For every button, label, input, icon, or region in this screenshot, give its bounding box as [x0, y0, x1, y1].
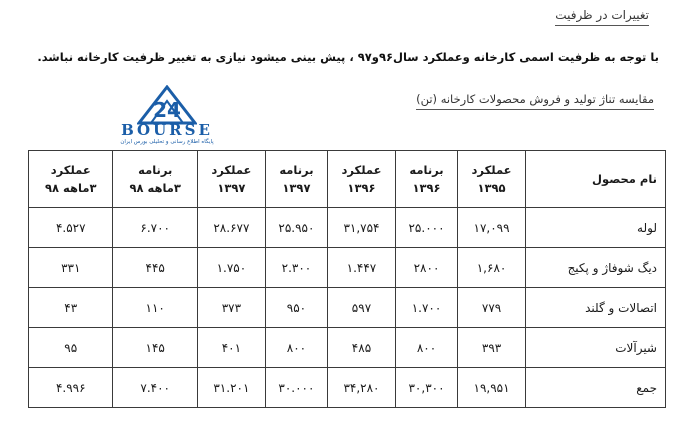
table-cell: ۶.۷۰۰ — [113, 208, 197, 248]
cell-product-name: دیگ شوفاژ و پکیج — [526, 248, 666, 288]
table-cell: ۳۷۳ — [197, 288, 265, 328]
bourse24-logo — [92, 85, 242, 147]
cell-product-name: شیرآلات — [526, 328, 666, 368]
table-cell: ۲۵.۰۰۰ — [395, 208, 457, 248]
table-row-valves — [29, 328, 666, 368]
table-cell: ۲.۳۰۰ — [265, 248, 327, 288]
logo-number: 24 — [153, 98, 181, 122]
table-cell: ۸۰۰ — [395, 328, 457, 368]
table-row-fittings — [29, 288, 666, 328]
table-header-row — [29, 151, 666, 208]
table-row-pipe — [29, 208, 666, 248]
table-cell: ۳۱,۷۵۴ — [328, 208, 396, 248]
table-cell: ۷۷۹ — [458, 288, 526, 328]
cell-product-name: لوله — [526, 208, 666, 248]
table-cell: ۵۹۷ — [328, 288, 396, 328]
header-plan-1396: برنامه ۱۳۹۶ — [395, 151, 457, 208]
table-row-total — [29, 368, 666, 408]
header-actual-1396: عملکرد ۱۳۹۶ — [328, 151, 396, 208]
table-cell: ۱.۴۴۷ — [328, 248, 396, 288]
header-plan-1397: برنامه ۱۳۹۷ — [265, 151, 327, 208]
logo-mountain-icon — [137, 85, 197, 125]
logo-name: BOURSE — [121, 121, 213, 139]
table-cell: ۴۸۵ — [328, 328, 396, 368]
table-cell: ۹۵۰ — [265, 288, 327, 328]
table-cell: ۳۳۱ — [29, 248, 113, 288]
table-cell: ۴.۹۹۶ — [29, 368, 113, 408]
header-plan-3m-98: برنامه ۳ماهه ۹۸ — [113, 151, 197, 208]
table-cell: ۱۷,۰۹۹ — [458, 208, 526, 248]
table-cell: ۲۸.۶۷۷ — [197, 208, 265, 248]
cell-product-name: اتصالات و گلند — [526, 288, 666, 328]
table-cell: ۳۴,۲۸۰ — [328, 368, 396, 408]
table-cell: ۷.۴۰۰ — [113, 368, 197, 408]
table-cell: ۱۹,۹۵۱ — [458, 368, 526, 408]
table-cell: ۴۳ — [29, 288, 113, 328]
cell-product-name: جمع — [526, 368, 666, 408]
table-cell: ۹۵ — [29, 328, 113, 368]
header-actual-1397: عملکرد ۱۳۹۷ — [197, 151, 265, 208]
table-cell: ۱۱۰ — [113, 288, 197, 328]
table-cell: ۴۴۵ — [113, 248, 197, 288]
production-comparison-table — [28, 150, 666, 408]
intro-paragraph: با توجه به ظرفیت اسمی کارخانه وعملکرد سال۹۶و۹۷ ، پیش بینی میشود نیازی به تغییر ظرفیت کارخانه نباشد. — [37, 50, 659, 64]
table-cell: ۱,۶۸۰ — [458, 248, 526, 288]
table-cell: ۲۸۰۰ — [395, 248, 457, 288]
header-actual-3m-98: عملکرد ۳ماهه ۹۸ — [29, 151, 113, 208]
table-cell: ۳۱.۲۰۱ — [197, 368, 265, 408]
table-cell: ۱.۷۵۰ — [197, 248, 265, 288]
header-product-name: نام محصول — [526, 151, 666, 208]
logo-tagline: پایگاه اطلاع رسانی و تحلیلی بورس ایران — [120, 139, 214, 145]
table-cell: ۸۰۰ — [265, 328, 327, 368]
table-cell: ۱.۷۰۰ — [395, 288, 457, 328]
table-cell: ۱۴۵ — [113, 328, 197, 368]
table-cell: ۳۹۳ — [458, 328, 526, 368]
table-cell: ۴.۵۲۷ — [29, 208, 113, 248]
table-caption: مقایسه تناژ تولید و فروش محصولات کارخانه (تن) — [416, 92, 654, 110]
section-heading: تغییرات در ظرفیت — [555, 8, 649, 26]
table-cell: ۲۵.۹۵۰ — [265, 208, 327, 248]
table-cell: ۳۰.۰۰۰ — [265, 368, 327, 408]
header-actual-1395: عملکرد ۱۳۹۵ — [458, 151, 526, 208]
table-row-boiler — [29, 248, 666, 288]
table-cell: ۴۰۱ — [197, 328, 265, 368]
table-cell: ۳۰,۳۰۰ — [395, 368, 457, 408]
